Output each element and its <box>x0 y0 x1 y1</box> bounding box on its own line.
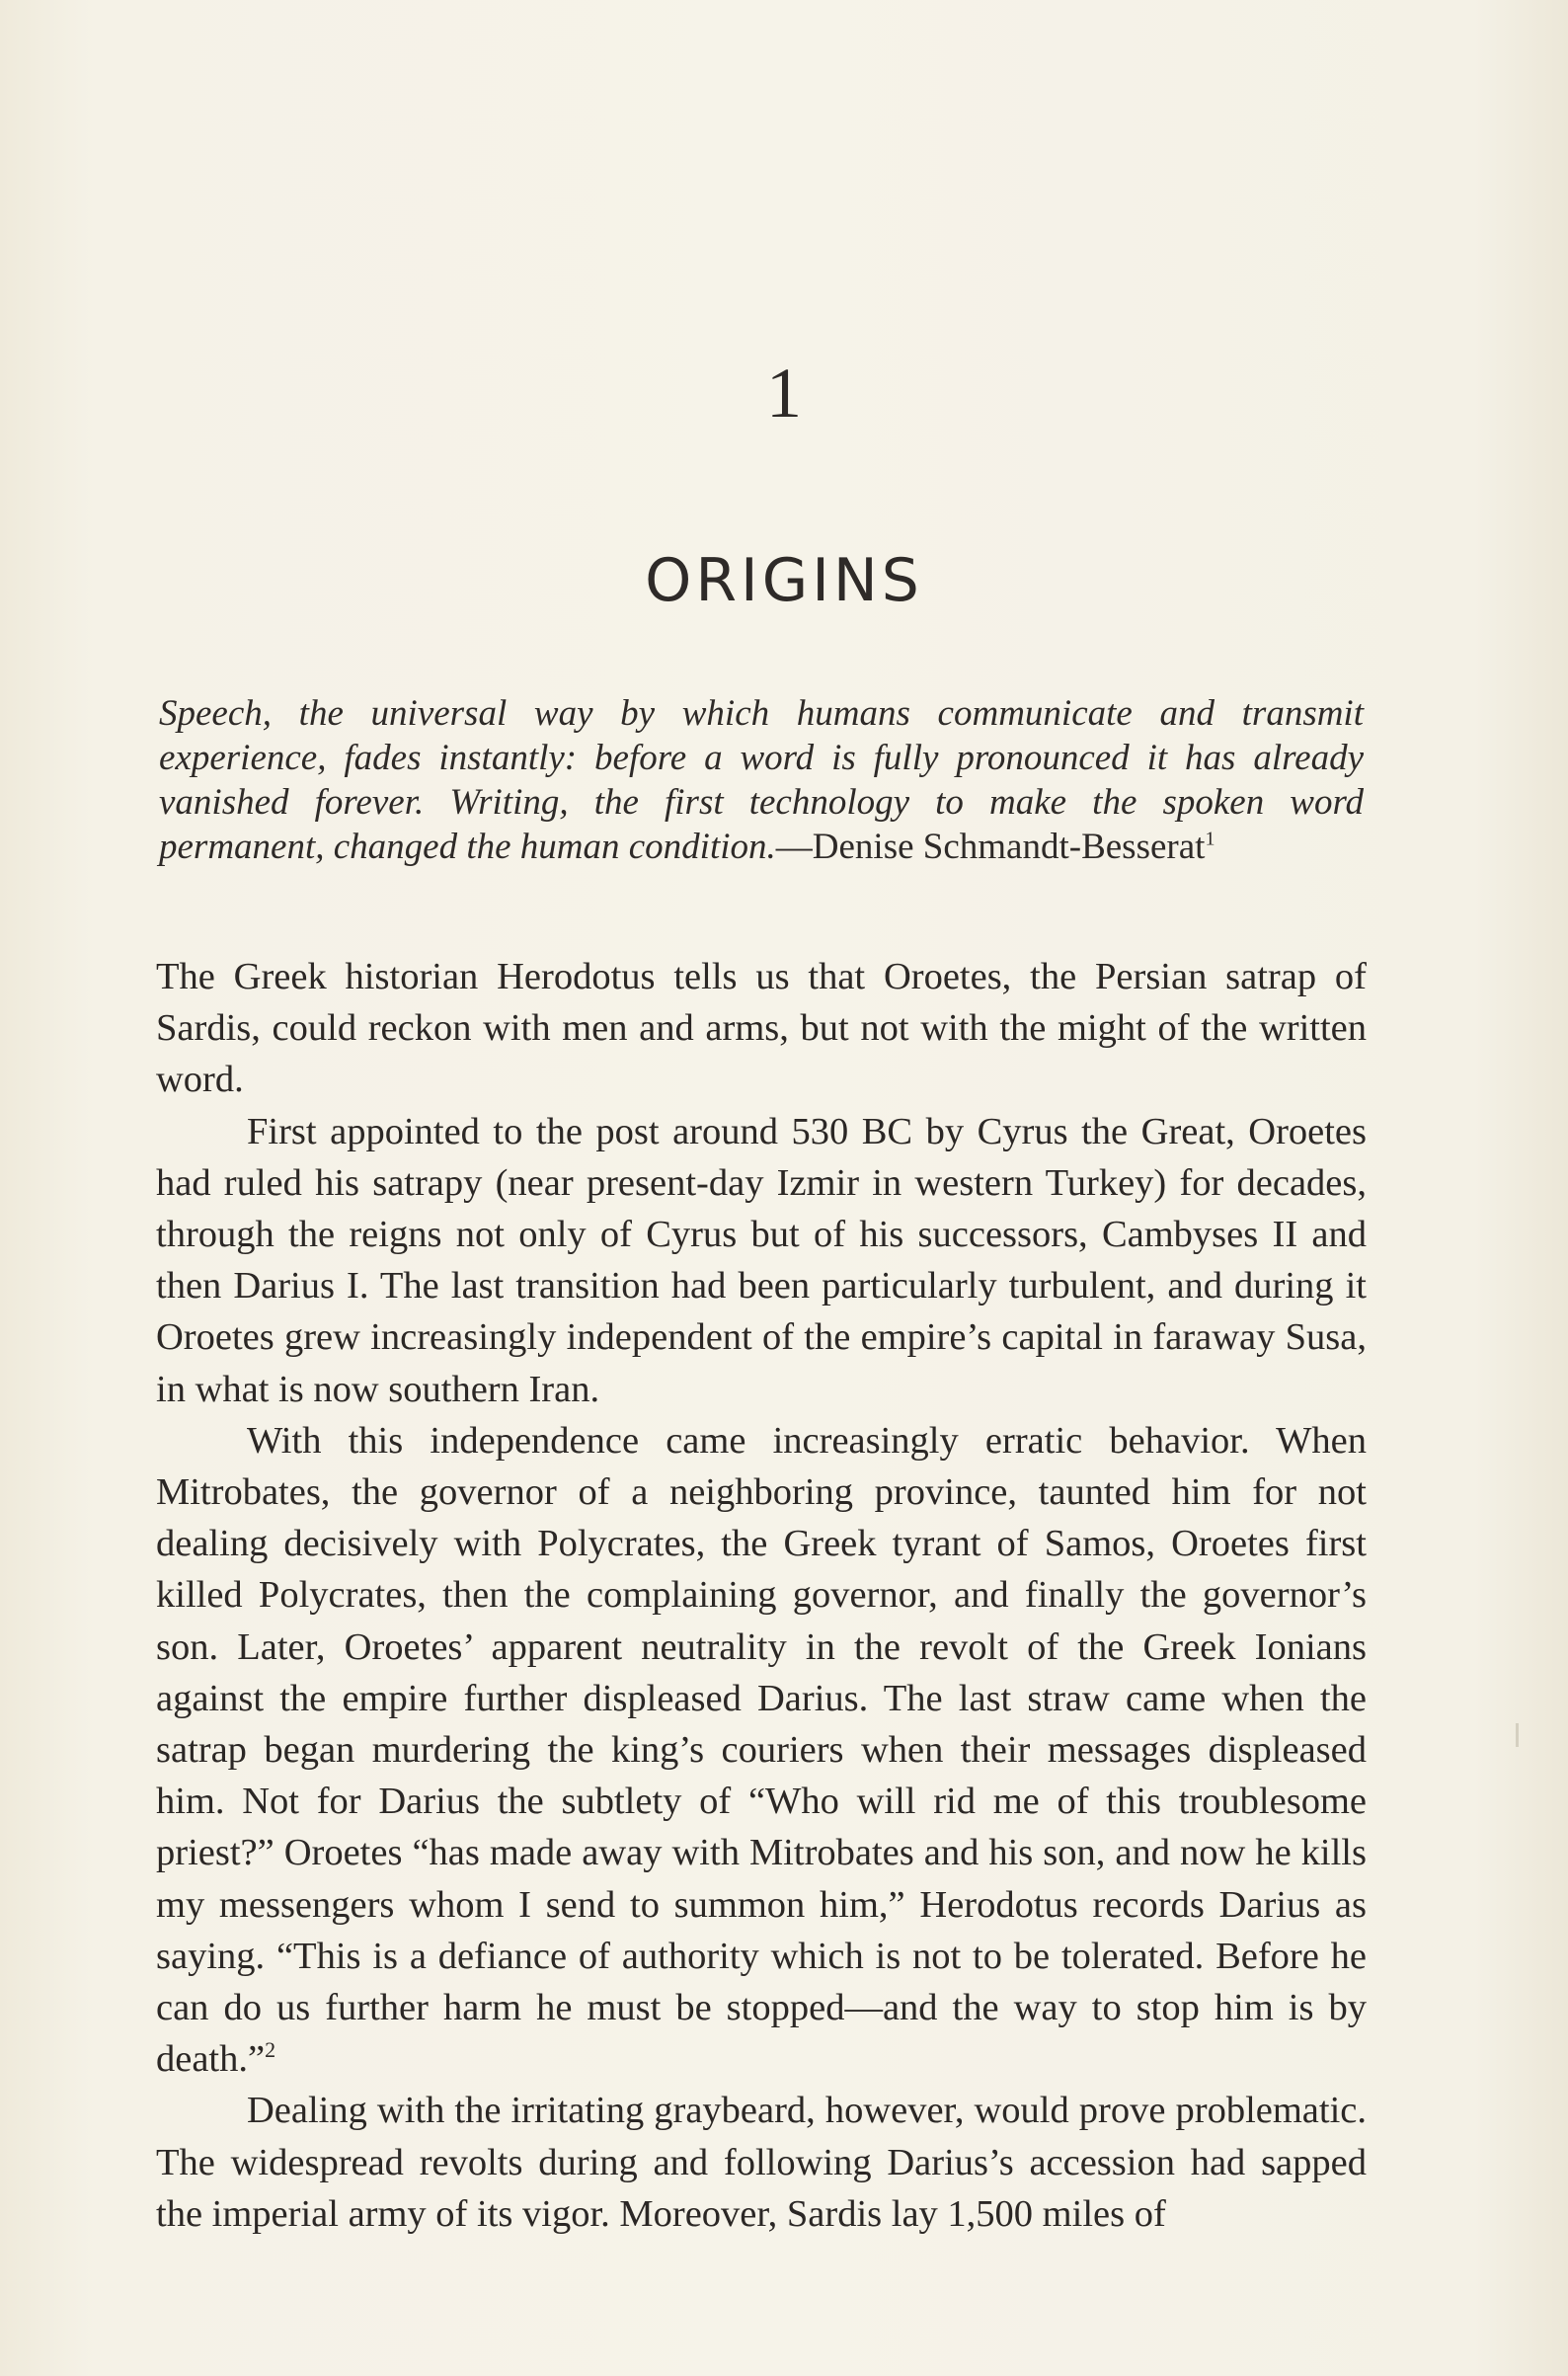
paragraph-text: With this independence came increasingly erratic behavior. When Mitrobates, the governor of a neighboring province, taunted him for not dealing decisively with Polycrates, the Greek tyrant of Samos, Oroetes first killed Polycrates, then the complaining governor, and finally the governor’s son. Later, Oroetes’ apparent neutrality in the revolt of the Greek Ionians against the empire further displeased Darius. The last straw came when the satrap began murdering the king’s couriers when their messages displeased him. Not for Darius the subtlety of “Who will rid me of this troublesome priest?” Oroetes “has made away with Mitrobates and his son, and now he kills my messengers whom I send to summon him,” Herodotus records Darius as saying. “This is a defiance of authority which is not to be tolerated. Before he can do us further harm he must be stopped—and the way to stop him is by death.” <box>156 1419 1367 2081</box>
page-blemish <box>1516 1723 1519 1747</box>
body-text <box>156 951 1367 2240</box>
footnote-marker: 2 <box>265 2037 276 2063</box>
epigraph-author: —Denise Schmandt-Besserat <box>775 827 1206 867</box>
paragraph <box>156 1106 1367 1415</box>
paragraph <box>156 2085 1367 2240</box>
epigraph <box>159 691 1364 869</box>
paragraph-text: First appointed to the post around 530 BC by Cyrus the Great, Oroetes had ruled his satrapy (near present-day Izmir in western Turkey) for decades, through the reigns not only of Cyrus but of his successors, Cambyses II and then Darius I. The last transition had been particularly turbulent, and during it Oroetes grew increasingly independent of the empire’s capital in faraway Susa, in what is now southern Iran. <box>156 1110 1367 1410</box>
epigraph-quote: Speech, the universal way by which humans communicate and transmit experience, fades instantly: before a word is fully pronounced it has already vanished forever. Writing, the first technology to make the spoken word permanent, changed the human condition. <box>159 693 1364 867</box>
paragraph <box>156 951 1367 1106</box>
chapter-title: ORIGINS <box>645 546 923 615</box>
chapter-number: 1 <box>766 354 802 433</box>
paragraph-text: The Greek historian Herodotus tells us that Oroetes, the Persian satrap of Sardis, could reckon with men and arms, but not with the might of the written word. <box>156 956 1367 1101</box>
paragraph <box>156 1415 1367 2086</box>
footnote-marker: 1 <box>1205 828 1215 850</box>
paragraph-text: Dealing with the irritating graybeard, however, would prove problematic. The widespread revolts during and following Darius’s accession had sapped the imperial army of its vigor. Moreover, Sardis lay 1,500 miles of <box>156 2090 1367 2235</box>
